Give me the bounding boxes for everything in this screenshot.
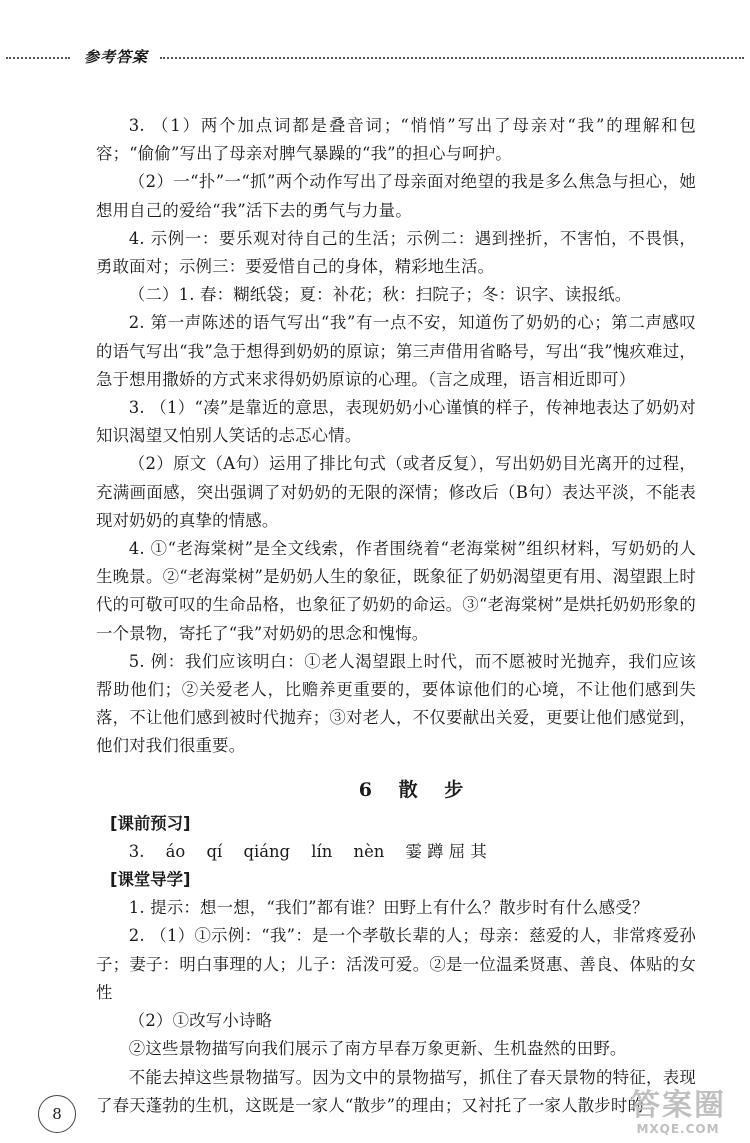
answer-paragraph: 4. ①“老海棠树”是全文线索，作者围绕着“老海棠树”组织材料，写奶奶的人生晚景。②“老海棠树”是奶奶人生的象征，既象征了奶奶渴望更有用、渴望跟上时代的可敬可叹的生命品格，也象征了奶奶的命运。③“老海棠树”是烘托奶奶形象的一个景物，寄托了“我”对奶奶的思念和愧悔。 — [96, 539, 696, 643]
answer-paragraph: （2）一“扑”一“抓”两个动作写出了母亲面对绝望的我是多么焦急与担心，她想用自己的爱给“我”活下去的勇气与力量。 — [96, 172, 696, 220]
answer-paragraph: （2）原文（A句）运用了排比句式（或者反复），写出奶奶目光离开的过程，充满画面感，突出强调了对奶奶的无限的深情；修改后（B句）表达平淡，不能表现对奶奶的真挚的情感。 — [96, 454, 696, 530]
watermark-url: MXQE.COM — [636, 1122, 720, 1136]
pinyin-item: qiáng — [243, 841, 291, 861]
header-title: 参考答案 — [84, 48, 149, 66]
watermark-logo — [610, 1090, 746, 1140]
pinyin-line — [96, 838, 696, 866]
preview-heading: [课前预习] — [110, 813, 191, 833]
guide-heading: [课堂导学] — [110, 870, 191, 890]
header-dotted-rule-left — [6, 57, 70, 59]
character-answers: 霎 蹲 屈 其 — [405, 841, 487, 861]
answer-paragraph: 4. 示例一：要乐观对待自己的生活；示例二：遇到挫折，不害怕，不畏惧，勇敢面对；示例三：要爱惜自己的身体，精彩地生活。 — [96, 228, 696, 277]
pinyin-item: lín — [311, 841, 333, 861]
pinyin-item: áo — [165, 841, 186, 861]
answer-paragraph: 3. （1）两个加点词都是叠音词；“悄悄”写出了母亲对“我”的理解和包容；“偷偷”写出了母亲对脾气暴躁的“我”的担心与呵护。 — [96, 116, 696, 164]
pinyin-item: nèn — [353, 841, 385, 861]
header-dotted-rule-right — [160, 57, 744, 59]
page-number: 8 — [38, 1095, 76, 1133]
answer-paragraph: （二）1. 春：糊纸袋；夏：补花；秋：扫院子；冬：识字、读报纸。 — [128, 285, 632, 305]
answer-paragraph: 2. 第一声陈述的语气写出“我”有一点不安，知道伤了奶奶的心；第二声感叹的语气写出“我”急于想得到奶奶的原谅；第三声借用省略号，写出“我”愧疚难过，急于想用撒娇的方式来求得奶奶原谅的心理。（言之成理，语言相近即可） — [96, 313, 696, 389]
watermark-text: 答案圈 — [630, 1088, 726, 1123]
answer-content — [96, 112, 696, 1120]
answer-paragraph: 3. （1）“凑”是靠近的意思，表现奶奶小心谨慎的样子，传神地表达了奶奶对知识渴望又怕别人笑话的忐忑心情。 — [96, 398, 696, 446]
answer-paragraph: 不能去掉这些景物描写。因为文中的景物描写，抓住了春天景物的特征，表现了春天蓬勃的生机，这既是一家人“散步”的理由；又衬托了一家人散步时的 — [96, 1067, 696, 1115]
answer-paragraph: 5. 例：我们应该明白：①老人渴望跟上时代，而不愿被时光抛弃，我们应该帮助他们；②关爱老人，比赡养更重要的，要体谅他们的心境，不让他们感到失落，不让他们感到被时代抛弃；③对老人，不仅要献出关爱，更要让他们感觉到，他们对我们很重要。 — [96, 651, 696, 756]
answer-paragraph: 2. （1）①示例：“我”：是一个孝敬长辈的人；母亲：慈爱的人，非常疼爱孙子；妻子：明白事理的人；儿子：活泼可爱。②是一位温柔贤惠、善良、体贴的女性 — [96, 926, 696, 1002]
answer-paragraph: 1. 提示：想一想，“我们”都有谁？田野上有什么？散步时有什么感受？ — [128, 898, 649, 918]
section-title: 6 散 步 — [358, 778, 474, 801]
pinyin-line-prefix: 3. — [128, 841, 145, 861]
page-header — [0, 46, 750, 70]
pinyin-item: qí — [206, 841, 223, 861]
answer-paragraph: （2）①改写小诗略 — [128, 1011, 273, 1031]
answer-paragraph: ②这些景物描写向我们展示了南方早春万象更新、生机盎然的田野。 — [128, 1039, 627, 1059]
